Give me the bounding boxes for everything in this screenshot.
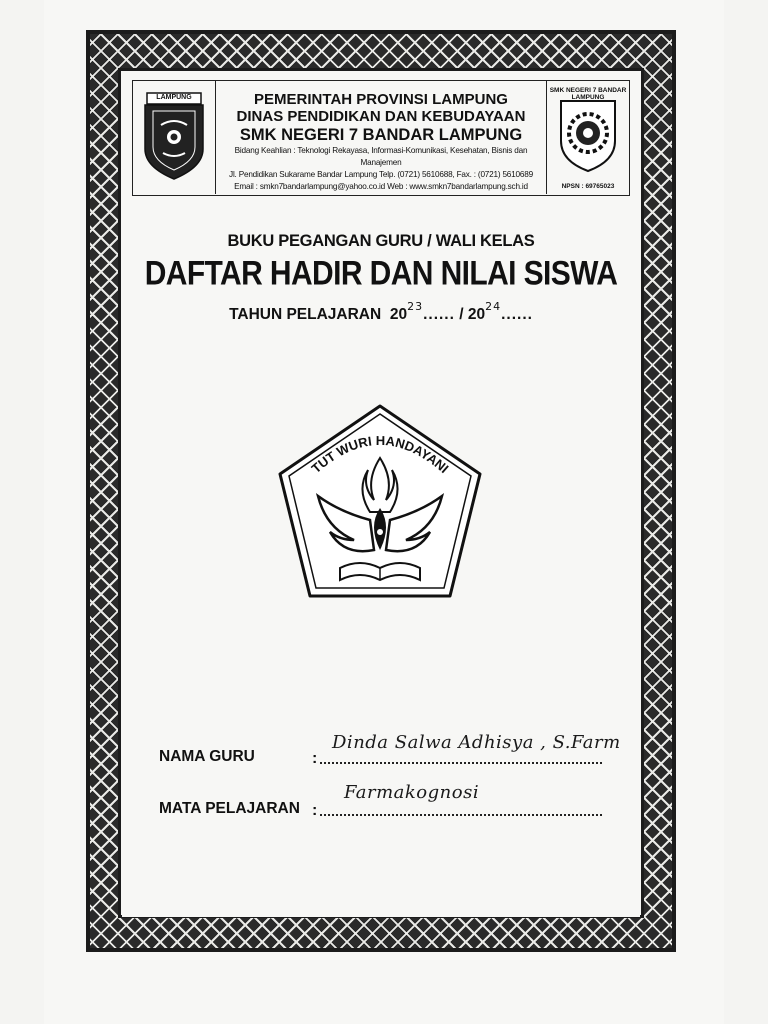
year-prefix-1: 20 <box>389 306 408 323</box>
address-line: Jl. Pendidikan Sukarame Bandar Lampung Telp. (0721) 5610688, Fax. : (0721) 5610689 <box>229 170 533 179</box>
year-dots-1: ...... <box>423 306 455 323</box>
expertise-line: Bidang Keahlian : Teknologi Rekayasa, Informasi-Komunikasi, Kesehatan, Bisnis dan Manajemen <box>234 146 528 167</box>
teacher-name-value: Dinda Salwa Adhisya , S.Farm <box>332 732 621 753</box>
school-logo-box <box>546 81 629 194</box>
lampung-logo-box <box>133 81 216 194</box>
year-prefix-2: / 20 <box>459 306 486 323</box>
book-subtitle: BUKU PEGANGAN GURU / WALI KELAS <box>227 232 535 250</box>
npsn: NPSN : 69765023 <box>561 183 615 190</box>
year-dots-2: ...... <box>501 306 533 323</box>
page-title: DAFTAR HADIR DAN NILAI SISWA <box>144 254 618 293</box>
tut-wuri-handayani-logo-icon <box>270 400 490 624</box>
year-label: TAHUN PELAJARAN <box>229 306 382 323</box>
subject-line <box>320 814 602 816</box>
subject-label: MATA PELAJARAN <box>159 800 300 817</box>
teacher-name-label: NAMA GURU <box>159 748 255 765</box>
subject-value: Farmakognosi <box>344 782 480 803</box>
year-value-2: 24 <box>485 300 502 313</box>
cover-content <box>122 72 640 917</box>
teacher-name-colon: : <box>312 750 318 767</box>
department-line: DINAS PENDIDIKAN DAN KEBUDAYAAN <box>236 108 526 125</box>
province-line: PEMERINTAH PROVINSI LAMPUNG <box>254 91 508 108</box>
subject-colon: : <box>312 802 318 819</box>
emblem-motto: TUT WURI HANDAYANI <box>308 432 452 477</box>
teacher-name-line <box>320 762 602 764</box>
lampung-label: LAMPUNG <box>156 94 192 101</box>
school-logo-label: SMK NEGERI 7 BANDAR LAMPUNG <box>549 87 627 101</box>
school-name: SMK NEGERI 7 BANDAR LAMPUNG <box>239 126 523 144</box>
contact-line: Email : smkn7bandarlampung@yahoo.co.id Web : www.smkn7bandarlampung.sch.id <box>234 182 528 191</box>
letterhead <box>132 80 630 196</box>
year-value-1: 23 <box>407 300 424 313</box>
academic-year <box>122 300 640 324</box>
letterhead-text <box>215 81 547 195</box>
school-emblem-icon <box>547 95 629 175</box>
